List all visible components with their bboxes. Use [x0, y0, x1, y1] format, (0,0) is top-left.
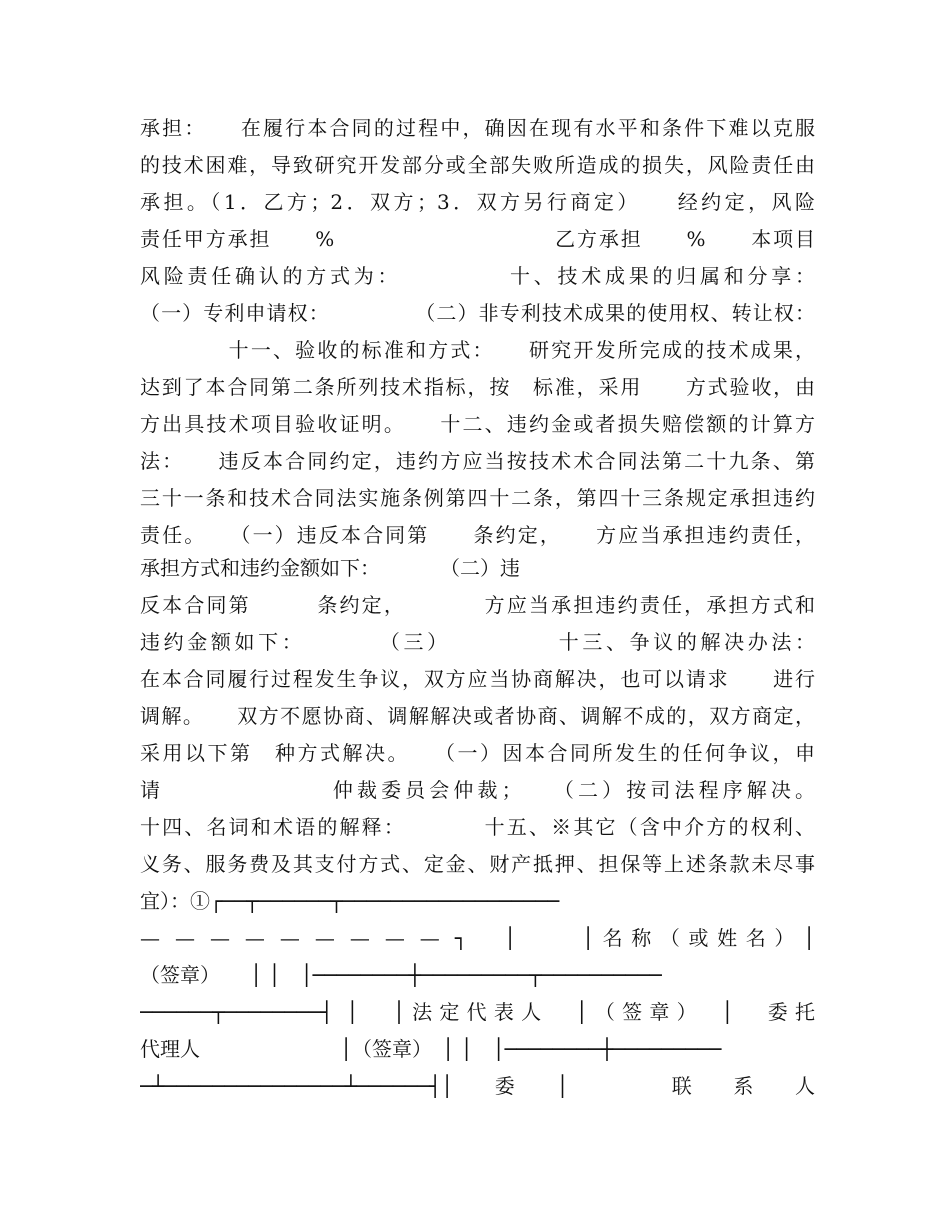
- text-line: 违约金额如下： （三） 十三、争议的解决办法：: [140, 630, 815, 654]
- text-line: 十一、验收的标准和方式： 研究开发所完成的技术成果，: [140, 338, 815, 362]
- text-line: 反本合同第 条约定， 方应当承担违约责任，承担方式和: [140, 593, 815, 617]
- text-line: 法： 违反本合同约定，违约方应当按技术术合同法第二十九条、第: [140, 449, 815, 473]
- text-line: 责任甲方承担 % 乙方承担 % 本项目: [140, 227, 815, 251]
- text-line: 调解。 双方不愿协商、调解解决或者协商、调解不成的，双方商定，: [140, 704, 815, 728]
- text-line: 三十一条和技术合同法实施条例第四十二条，第四十三条规定承担违约: [140, 486, 815, 510]
- text-line: 承担。（1．乙方；2．双方；3．双方另行商定） 经约定，风险: [140, 190, 815, 214]
- signature-table-line: （签章） │ │ │────────┼─────────┬──────────: [140, 963, 662, 987]
- signature-table-line: 代理人 │（签章） │ │ │────────┼─────────: [140, 1037, 722, 1061]
- text-line: 在本合同履行过程发生争议，双方应当协商解决，也可以请求 进行: [140, 667, 815, 691]
- signature-table-line: — — — — — — — — — ┐ │ │名称（或姓名）│: [140, 926, 815, 950]
- text-line: 方出具技术项目验收证明。 十二、违约金或者损失赔偿额的计算方: [140, 412, 815, 436]
- text-line: 达到了本合同第二条所列技术指标，按 标准，采用 方式验收，由: [140, 375, 815, 399]
- text-line: 采用以下第 种方式解决。 （一）因本合同所发生的任何争议，申: [140, 741, 815, 765]
- text-line: 承担： 在履行本合同的过程中，确因在现有水平和条件下难以克服: [140, 116, 815, 140]
- text-line: 十四、名词和术语的解释： 十五、※其它（含中介方的权利、: [140, 815, 815, 839]
- signature-table-line: ──────┬────────┤ │ │法定代表人 │（签章） │ 委托: [140, 1000, 815, 1024]
- text-line: 责任。 （一）违反本合同第 条约定， 方应当承担违约责任，: [140, 523, 815, 547]
- signature-table-line: 宜）：①┌──┬──────┬──────────────────: [140, 889, 560, 913]
- text-line: 的技术困难，导致研究开发部分或全部失败所造成的损失，风险责任由: [140, 153, 815, 177]
- signature-table-line: ─┴───────────────┴──────┤│委│ 联系人: [140, 1074, 815, 1098]
- text-line: （一）专利申请权： （二）非专利技术成果的使用权、转让权：: [140, 301, 815, 325]
- text-line: 风险责任确认的方式为： 十、技术成果的归属和分享：: [140, 264, 815, 288]
- text-line: 请 仲裁委员会仲裁； （二）按司法程序解决。: [140, 778, 815, 802]
- text-line: 义务、服务费及其支付方式、定金、财产抵押、担保等上述条款未尽事: [140, 852, 815, 876]
- text-line: 承担方式和违约金额如下： （二）违: [140, 556, 520, 580]
